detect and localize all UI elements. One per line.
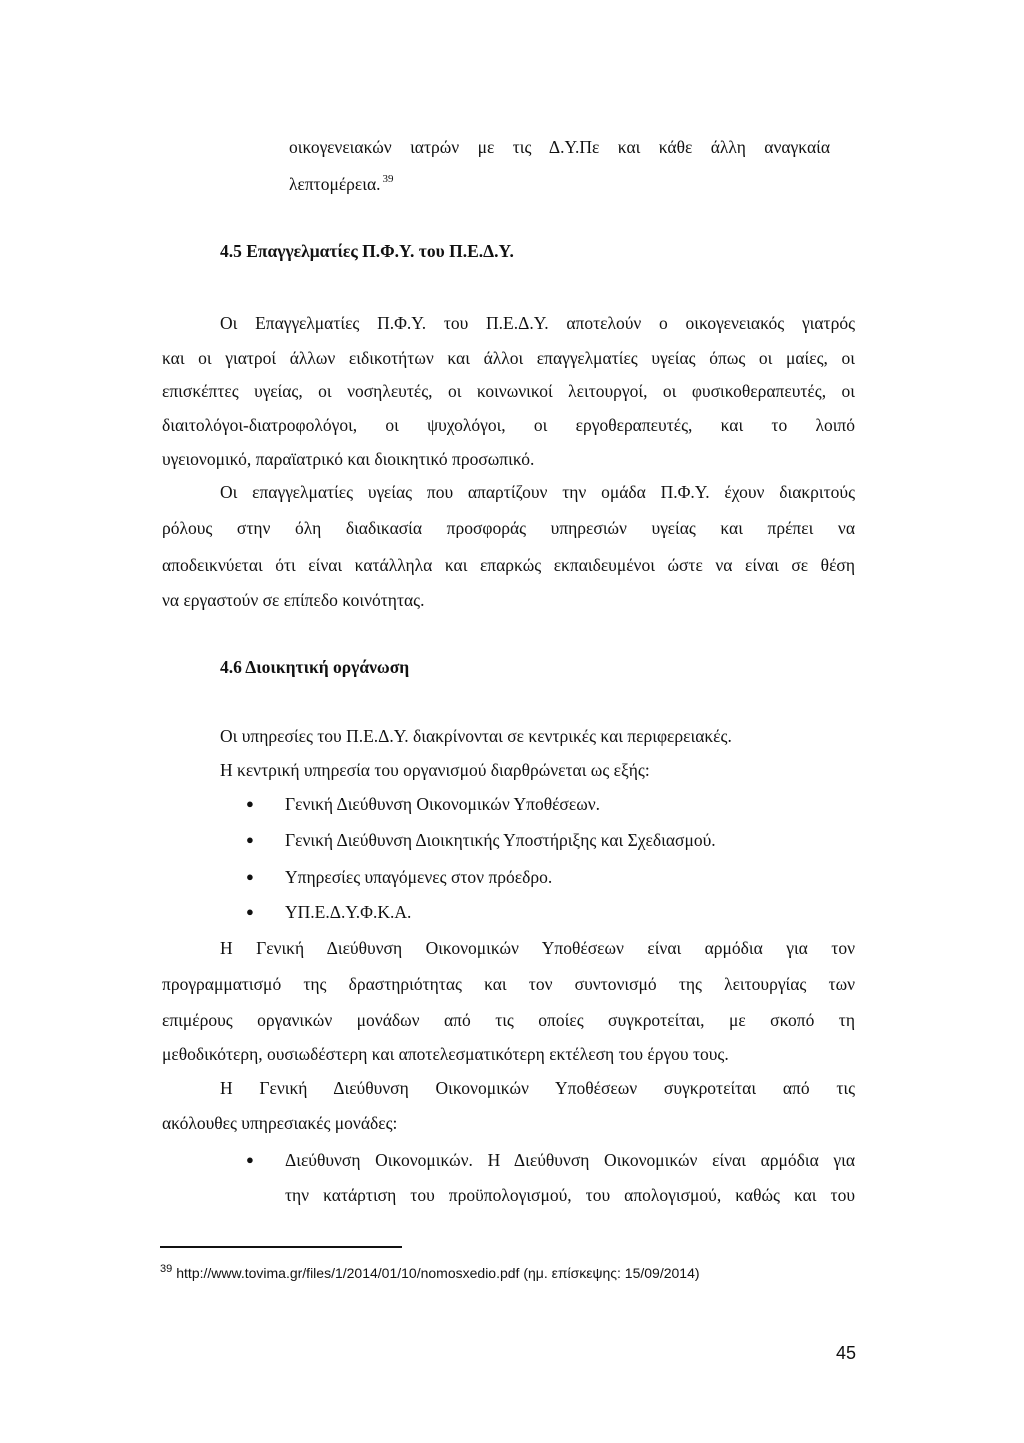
text-line: Οι Επαγγελματίες Π.Φ.Υ. του Π.Ε.Δ.Υ. αποτελούν ο οικογενειακός γιατρός [220,313,855,333]
footnote-link[interactable]: http://www.tovima.gr/files/1/2014/01/10/nomosxedio.pdf (ημ. επίσκεψης: 15/09/2014) [176,1265,700,1281]
text-line: αποδεικνύεται ότι είναι κατάλληλα και επαρκώς εκπαιδευμένοι ώστε να είναι σε θέση [162,555,855,575]
bullet-icon: ● [246,904,254,919]
text-line: υγειονομικό, παραϊατρικό και διοικητικό προσωπικό. [162,449,535,469]
text-line: Οι υπηρεσίες του Π.Ε.Δ.Υ. διακρίνονται σε κεντρικές και περιφερειακές. [220,726,732,746]
text-line: προγραμματισμό της δραστηριότητας και τον συντονισμό της λειτουργίας των [162,974,855,994]
text-line: Οι επαγγελματίες υγείας που απαρτίζουν την ομάδα Π.Φ.Υ. έχουν διακριτούς [220,482,855,502]
list-item-text: Γενική Διεύθυνση Οικονομικών Υποθέσεων. [285,794,601,814]
text-line: επιμέρους οργανικών μονάδων από τις οποίες συγκροτείται, με σκοπό τη [162,1010,855,1030]
text-line: Η Γενική Διεύθυνση Οικονομικών Υποθέσεων είναι αρμόδια για τον [220,938,855,958]
bullet-icon: ● [246,1152,254,1167]
bullet-icon: ● [246,796,254,811]
section-heading: 4.5 Επαγγελματίες Π.Φ.Υ. του Π.Ε.Δ.Υ. [220,241,514,261]
list-item-text: ΥΠ.Ε.Δ.Υ.Φ.Κ.Α. [285,902,412,922]
text-line: μεθοδικότερη, ουσιωδέστερη και αποτελεσματικότερη εκτέλεση του έργου τους. [162,1044,729,1064]
list-item-text: Διεύθυνση Οικονομικών. Η Διεύθυνση Οικονομικών είναι αρμόδια για [285,1150,855,1170]
text-line: Η Γενική Διεύθυνση Οικονομικών Υποθέσεων συγκροτείται από τις [220,1078,855,1098]
text-line: οικογενειακών ιατρών με τις Δ.Υ.Πε και κάθε άλλη αναγκαία [289,137,830,157]
list-item-text: Γενική Διεύθυνση Διοικητικής Υποστήριξης και Σχεδιασμού. [285,830,716,850]
page-number: 45 [836,1343,857,1363]
footnote-number: 39 [160,1263,173,1275]
footnote-separator [160,1246,402,1248]
text-line: Η κεντρική υπηρεσία του οργανισμού διαρθρώνεται ως εξής: [220,760,650,780]
text-line: διαιτολόγοι-διατροφολόγοι, οι ψυχολόγοι, οι εργοθεραπευτές, και το λοιπό [162,415,855,435]
list-item-text: Υπηρεσίες υπαγόμενες στον πρόεδρο. [285,867,553,887]
section-heading: 4.6 Διοικητική οργάνωση [220,657,410,677]
footnote [160,1264,700,1284]
text-line: να εργαστούν σε επίπεδο κοινότητας. [162,590,425,610]
text-line: και οι γιατροί άλλων ειδικοτήτων και άλλοι επαγγελματίες υγείας όπως οι μαίες, οι [162,348,855,368]
text-line [289,173,394,198]
text-line: επισκέπτες υγείας, οι νοσηλευτές, οι κοινωνικοί λειτουργοί, οι φυσικοθεραπευτές, οι [162,381,855,401]
text-fragment: λεπτομέρεια. [289,174,381,194]
text-line: ακόλουθες υπηρεσιακές μονάδες: [162,1113,398,1133]
text-line: ρόλους στην όλη διαδικασία προσφοράς υπηρεσιών υγείας και πρέπει να [162,518,855,538]
bullet-icon: ● [246,832,254,847]
footnote-reference[interactable]: 39 [382,173,394,185]
text-line: την κατάρτιση του προϋπολογισμού, του απολογισμού, καθώς και του [285,1185,855,1205]
bullet-icon: ● [246,869,254,884]
